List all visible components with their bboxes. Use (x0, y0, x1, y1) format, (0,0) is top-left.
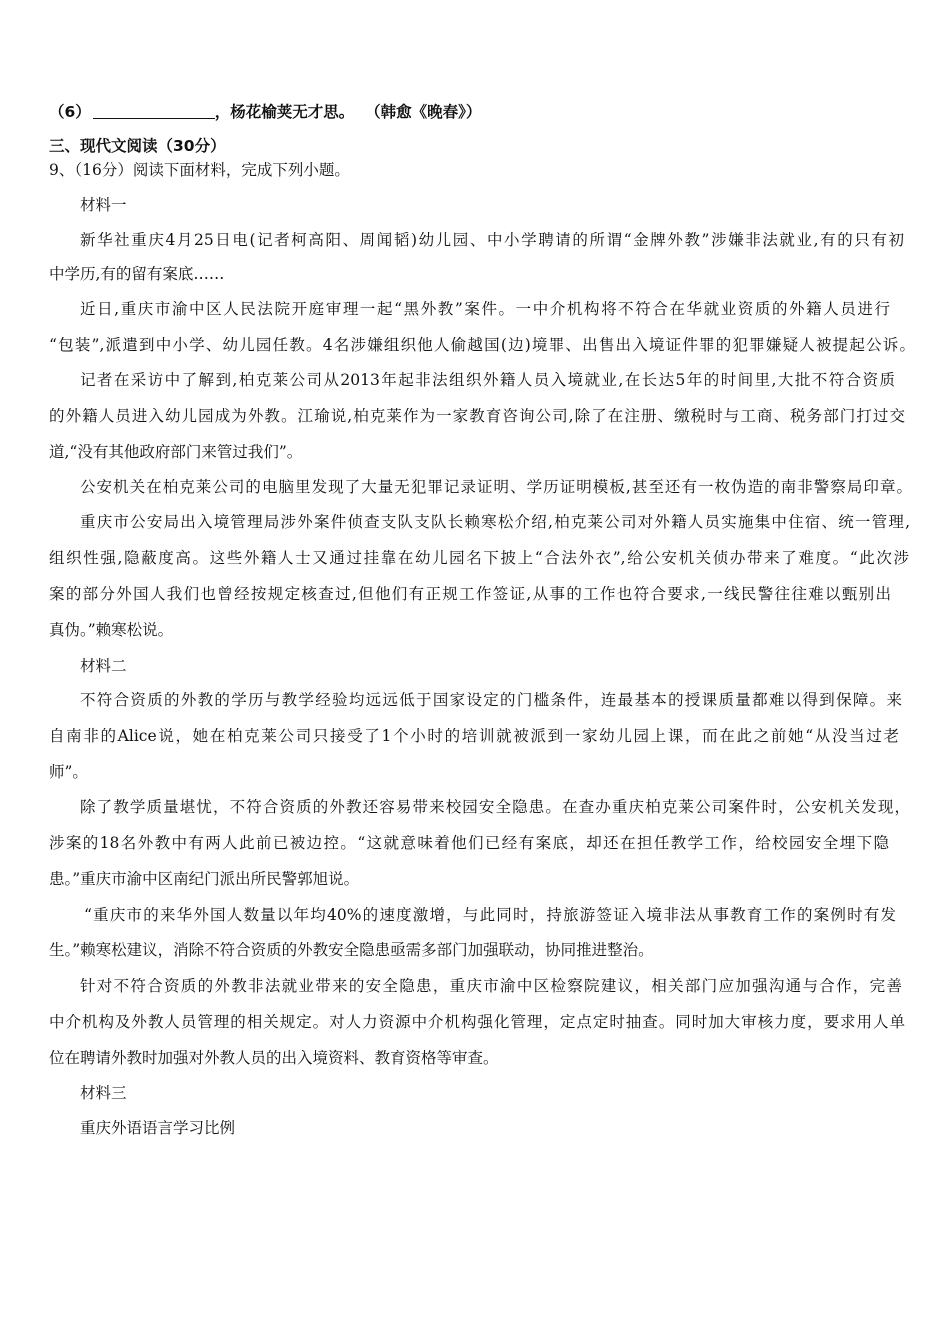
material-2-label: 材料二 (80, 657, 127, 675)
section-title: 三、现代文阅读（30分） (49, 137, 226, 155)
paragraph-line: 中学历,有的留有案底…… (49, 265, 225, 283)
paragraph-line: 针对不符合资质的外教非法就业带来的安全隐患，重庆市渝中区检察院建议，相关部门应加强沟通与合作，完善 (80, 977, 902, 995)
question-6-number: （6） (49, 103, 91, 121)
paragraph-line: 生。”赖寒松建议，消除不符合资质的外教安全隐患亟需多部门加强联动，协同推进整治。 (49, 941, 654, 959)
answer-blank[interactable] (93, 102, 215, 119)
paragraph-line: 真伪。”赖寒松说。 (49, 621, 174, 639)
paragraph-line: 近日,重庆市渝中区人民法院开庭审理一起“黑外教”案件。一中介机构将不符合在华就业资质的外籍人员进行 (80, 300, 890, 318)
paragraph-line: 师”。 (49, 763, 88, 781)
paragraph-line: 除了教学质量堪忧，不符合资质的外教还容易带来校园安全隐患。在查办重庆柏克莱公司案件时，公安机关发现， (80, 798, 910, 816)
paragraph-line: 不符合资质的外教的学历与教学经验均远远低于国家设定的门槛条件，连最基本的授课质量都难以得到保障。来 (80, 691, 902, 709)
paragraph-line: 新华社重庆4月25日电(记者柯高阳、周闻韬)幼儿园、中小学聘请的所谓“金牌外教”涉嫌非法就业,有的只有初 (80, 231, 904, 249)
question-6-source: （韩愈《晚春》） (365, 103, 482, 121)
chart-caption: 重庆外语语言学习比例 (80, 1119, 236, 1137)
question-6 (49, 102, 481, 122)
paragraph-line: 重庆市公安局出入境管理局涉外案件侦查支队支队长赖寒松介绍,柏克莱公司对外籍人员实施集中住宿、统一管理, (80, 513, 910, 531)
paragraph-line: 道,“没有其他政府部门来管过我们”。 (49, 443, 303, 461)
paragraph-line: 患。”重庆市渝中区南纪门派出所民警郭旭说。 (49, 870, 360, 888)
paragraph-line: 位在聘请外教时加强对外教人员的出入境资料、教育资格等审查。 (49, 1049, 499, 1067)
paragraph-line: 的外籍人员进入幼儿园成为外教。江瑜说,柏克莱作为一家教育咨询公司,除了在注册、缴税时与工商、税务部门打过交 (49, 407, 905, 425)
material-1-label: 材料一 (80, 196, 127, 214)
paragraph-line: 组织性强,隐蔽度高。这些外籍人士又通过挂靠在幼儿园名下披上“合法外衣”,给公安机关侦办带来了难度。“此次涉 (49, 549, 909, 567)
paragraph-line: 公安机关在柏克莱公司的电脑里发现了大量无犯罪记录证明、学历证明模板,甚至还有一枚伪造的南非警察局印章。 (80, 478, 912, 496)
paragraph-line: “包装”,派遣到中小学、幼儿园任教。4名涉嫌组织他人偷越国(边)境罪、出售出入境证件罪的犯罪嫌疑人被提起公诉。 (49, 336, 915, 354)
paragraph-line: 记者在采访中了解到,柏克莱公司从2013年起非法组织外籍人员入境就业,在长达5年的时间里,大批不符合资质 (80, 371, 895, 389)
material-3-label: 材料三 (80, 1084, 127, 1102)
paragraph-line: 中介机构及外教人员管理的相关规定。对人力资源中介机构强化管理，定点定时抽查。同时加大审核力度，要求用人单 (49, 1013, 905, 1031)
paragraph-line: 案的部分外国人我们也曾经按规定核查过,但他们有正规工作签证,从事的工作也符合要求,一线民警往往难以甄别出 (49, 585, 891, 603)
paragraph-line: 自南非的Alice说，她在柏克莱公司只接受了1个小时的培训就被派到一家幼儿园上课，而在此之前她“从没当过老 (49, 727, 899, 745)
paragraph-line: 涉案的18名外教中有两人此前已被边控。“这就意味着他们已经有案底，却还在担任教学工作，给校园安全埋下隐 (49, 834, 889, 852)
paragraph-line: “重庆市的来华外国人数量以年均40%的速度激增，与此同时，持旅游签证入境非法从事教育工作的案例时有发 (84, 906, 896, 924)
question-9-stem: 9、（16分）阅读下面材料，完成下列小题。 (49, 161, 350, 179)
question-6-text: ，杨花榆荚无才思。 (214, 103, 355, 121)
